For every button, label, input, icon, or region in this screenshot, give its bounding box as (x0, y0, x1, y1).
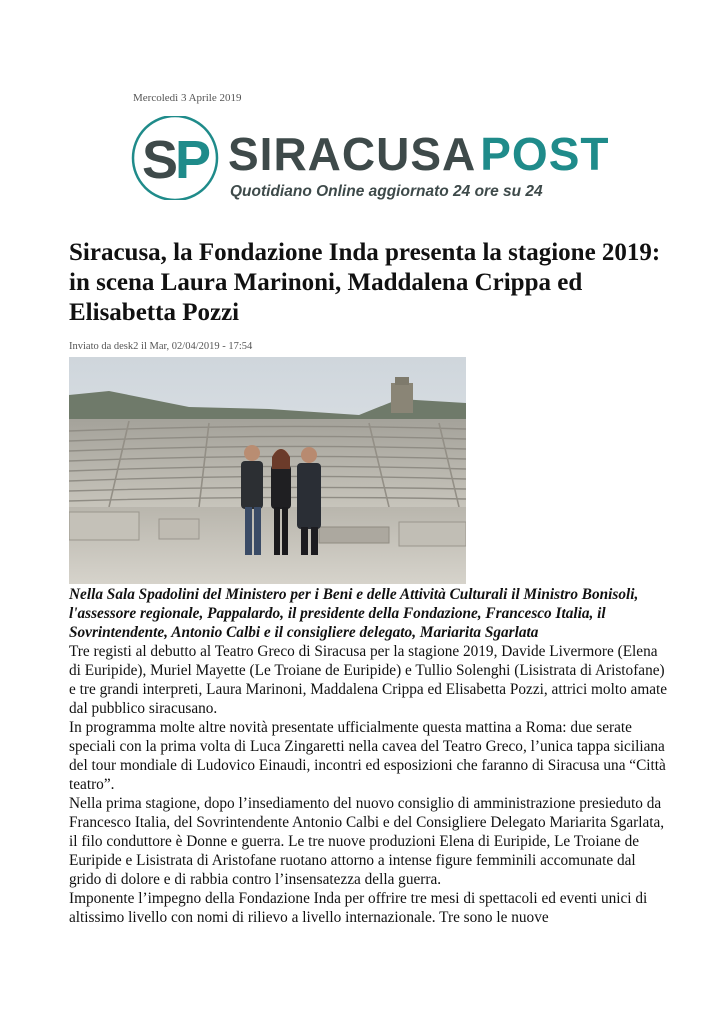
article-paragraph: Nella prima stagione, dopo l’insediamento del nuovo consiglio di amministrazione presieduto da Francesco Italia, del Sovrintendente Antonio Calbi e del Consigliere Delegato Mariarita Sgarlata, il filo conduttore è Donne e guerra. Le tre nuove produzioni Elena di Euripide, Le Troiane de Euripide e Lisistrata di Aristofane ruotano attorno a intense figure femminili accomunate dal grido di dolore e di rabbia contro l’insensatezza della guerra. (69, 795, 665, 888)
photo-caption: Nella Sala Spadolini del Ministero per i Beni e delle Attività Culturali il Ministro Bonisoli, l'assessore regionale, Pappalardo, il presidente della Fondazione, Francesco Italia, il Sovrintendente, Antonio Calbi e il consigliere delegato, Mariarita Sgarlata (69, 586, 639, 641)
siracusapost-logo (130, 116, 610, 200)
article-photo (69, 357, 466, 584)
article-title: Siracusa, la Fondazione Inda presenta la stagione 2019: in scena Laura Marinoni, Maddalena Crippa ed Elisabetta Pozzi (69, 239, 661, 326)
article-paragraph: In programma molte altre novità presentate ufficialmente questa mattina a Roma: due serate speciali con la prima volta di Luca Zingaretti nella cavea del Teatro Greco, l’unica tappa siciliana del tour mondiale di Ludovico Einaudi, incontri ed esposizioni che faranno di Siracusa una “Città teatro”. (69, 719, 666, 793)
publication-date: Mercoledì 3 Aprile 2019 (133, 92, 242, 104)
logo-monogram-s: S (142, 130, 179, 190)
logo-name-right: POST (480, 128, 610, 180)
article-body (69, 585, 669, 927)
logo-monogram-p: P (175, 130, 212, 190)
logo-name-left: SIRACUSA (228, 128, 477, 180)
article-paragraph: Tre registi al debutto al Teatro Greco di Siracusa per la stagione 2019, Davide Livermore (Elena di Euripide), Muriel Mayette (Le Troiane de Euripide) e Tullio Solenghi (Lisistrata di Aristofane) e tre grandi interpreti, Laura Marinoni, Maddalena Crippa ed Elisabetta Pozzi, attrici molto amate dal pubblico siracusano. (69, 643, 668, 717)
article-paragraph: Imponente l’impegno della Fondazione Inda per offrire tre mesi di spettacoli ed eventi unici di altissimo livello con nomi di rilievo a livello internazionale. Tre sono le nuove (69, 890, 648, 926)
logo-tagline: Quotidiano Online aggiornato 24 ore su 24 (230, 183, 543, 200)
article-byline: Inviato da desk2 il Mar, 02/04/2019 - 17:54 (69, 341, 253, 352)
